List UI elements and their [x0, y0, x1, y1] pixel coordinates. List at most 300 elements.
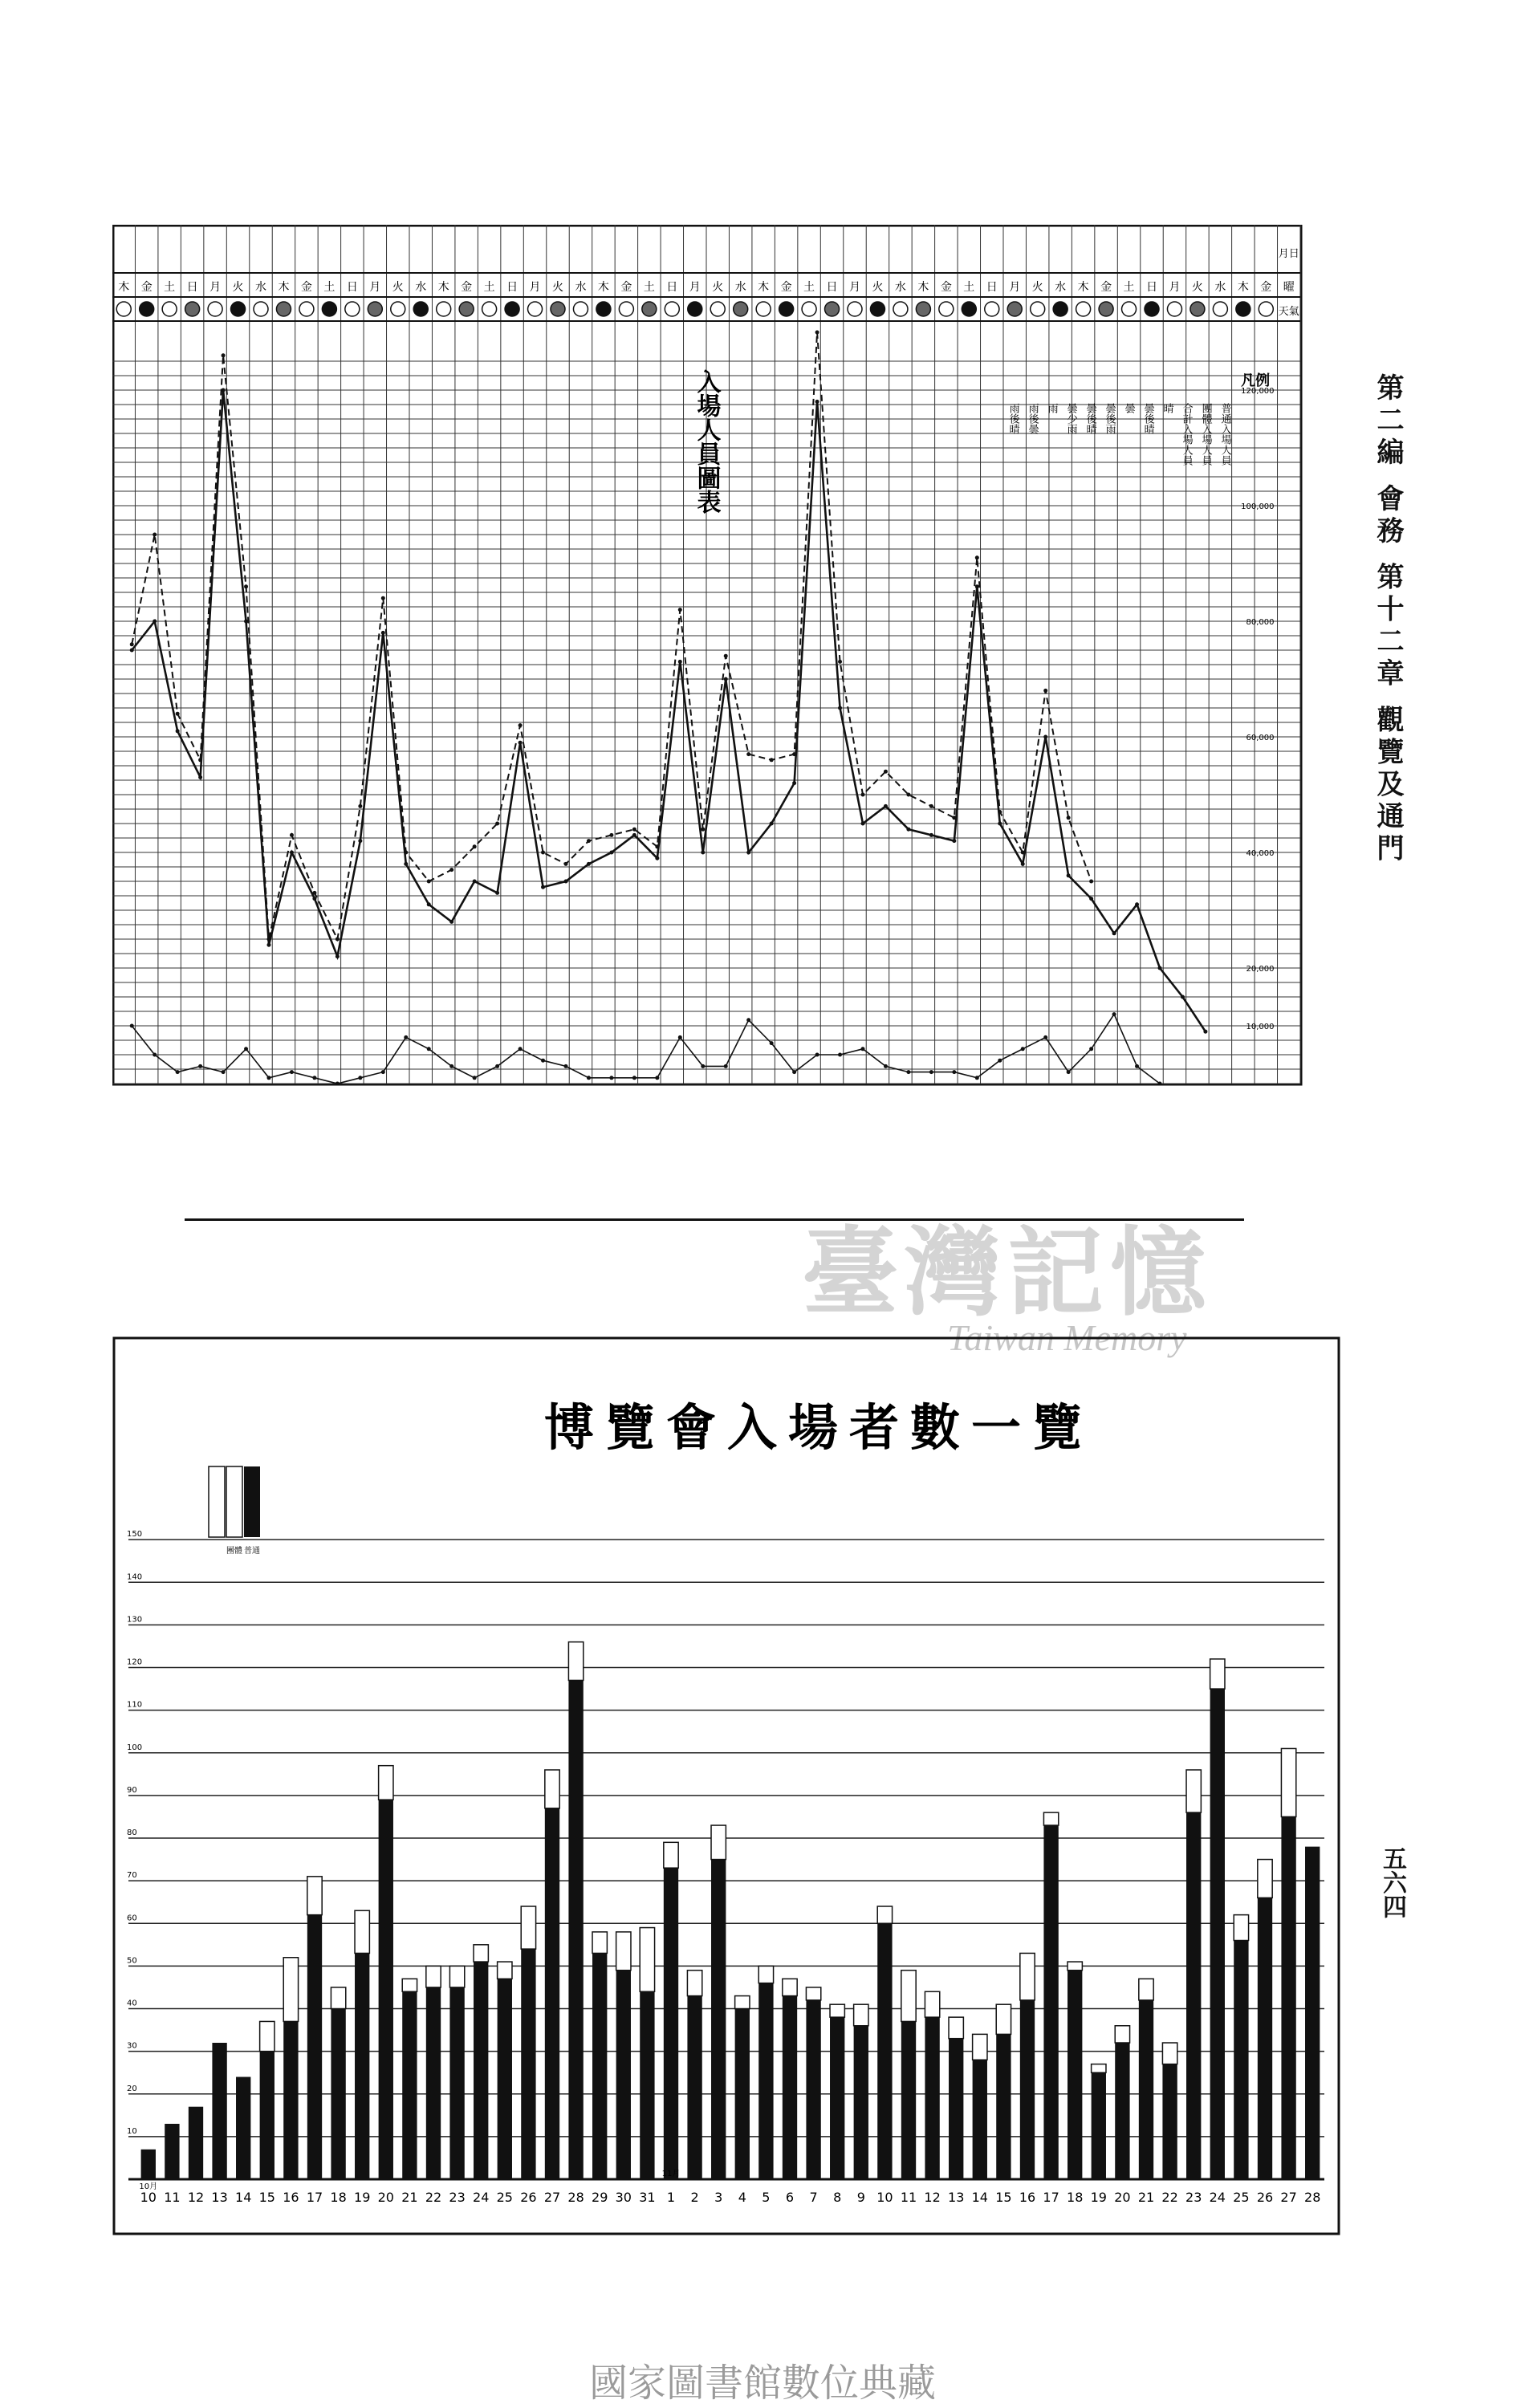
attendance-line-chart: [112, 225, 1340, 1092]
weather-symbol: [1007, 302, 1022, 316]
weather-symbol: [1236, 302, 1250, 316]
series-point: [564, 1064, 568, 1068]
weather-symbol: [459, 302, 474, 316]
series-point: [176, 729, 180, 733]
series-point: [290, 1070, 294, 1074]
weather-symbol: [688, 302, 702, 316]
series-point: [176, 712, 180, 716]
series-point: [290, 851, 294, 855]
legend-entry: 晴: [1161, 403, 1173, 413]
weather-symbol: [1122, 302, 1137, 316]
bar-group: [758, 1966, 773, 1983]
bar-regular: [236, 2077, 250, 2180]
header-weekday-cell: 日: [346, 281, 358, 294]
footer-archive-label: 國家圖書館數位典藏: [588, 2361, 936, 2406]
weather-symbol: [140, 302, 154, 316]
weather-symbol: [893, 302, 908, 316]
series-point: [1135, 902, 1139, 906]
x-tick-label: 8: [833, 2190, 842, 2205]
series-point: [495, 891, 499, 895]
bar-regular: [1210, 1689, 1225, 2179]
y-tick-label: 20: [127, 2084, 137, 2093]
header-weekday-cell: 日: [826, 281, 838, 294]
series-point: [198, 1064, 202, 1068]
legend-label-regular: 普通: [244, 1547, 260, 1556]
series-point: [587, 1076, 591, 1080]
series-point: [724, 1064, 728, 1068]
legend-label-group: 團體: [226, 1547, 242, 1556]
x-tick-label: 20: [1114, 2190, 1131, 2205]
weather-symbol: [573, 302, 588, 316]
header-weekday-cell: 木: [917, 281, 929, 294]
series-point: [1181, 995, 1185, 999]
x-tick-label: 13: [948, 2190, 965, 2205]
bar-group: [925, 1991, 939, 2017]
bar-group: [711, 1825, 726, 1860]
bar-regular: [212, 2043, 226, 2179]
header-weekday-cell: 日: [186, 281, 198, 294]
page-number: 五六四: [1378, 1846, 1406, 1918]
weather-symbol: [299, 302, 314, 316]
series-point: [906, 828, 910, 832]
y-tick-label: 80,000: [1246, 618, 1275, 627]
series-point: [312, 897, 316, 901]
x-tick-label: 26: [520, 2190, 537, 2205]
series-point: [1021, 1047, 1025, 1051]
series-point: [1067, 816, 1071, 820]
bar-regular: [854, 2026, 868, 2179]
watermark-logo-cn: 臺灣記憶: [802, 1216, 1213, 1329]
weather-symbol: [368, 302, 382, 316]
bar-regular: [307, 1915, 322, 2179]
y-tick-label: 20,000: [1246, 965, 1275, 974]
series-point: [587, 839, 591, 843]
watermark-logo-en: Taiwan Memory: [947, 1317, 1187, 1358]
y-tick-label: 70: [127, 1871, 137, 1881]
series-point: [975, 584, 979, 588]
y-tick-label: 10: [127, 2126, 137, 2136]
x-tick-label: 19: [354, 2190, 371, 2205]
header-label-month-day: 月日: [1278, 248, 1299, 260]
bar-regular: [331, 2009, 345, 2180]
weather-symbol: [505, 302, 519, 316]
weather-symbol: [596, 302, 611, 316]
header-weekday-cell: 土: [483, 281, 495, 294]
weather-symbol: [1259, 302, 1273, 316]
bar-group: [949, 2017, 963, 2039]
legend-entry: 曇後晴: [1084, 403, 1096, 434]
bar-regular: [758, 1983, 773, 2179]
bar-group: [877, 1906, 892, 1923]
header-weekday-cell: 木: [278, 281, 290, 294]
weather-symbol: [734, 302, 748, 316]
x-tick-label: 27: [1280, 2190, 1297, 2205]
bar-group: [1210, 1659, 1225, 1689]
weather-symbol: [619, 302, 633, 316]
weather-symbol: [962, 302, 976, 316]
weather-symbol: [642, 302, 657, 316]
series-point: [678, 660, 682, 664]
series-point: [632, 1076, 636, 1080]
series-point: [1158, 1082, 1162, 1086]
legend-entry: 雨後晴: [1007, 403, 1019, 434]
weather-symbol: [528, 302, 543, 316]
series-point: [998, 822, 1002, 826]
bar-regular: [1258, 1898, 1272, 2179]
x-tick-label: 17: [306, 2190, 323, 2205]
legend-entry: 曇: [1122, 403, 1135, 413]
bar-regular: [426, 1987, 441, 2179]
weather-symbol: [185, 302, 200, 316]
bar-regular: [1139, 2000, 1153, 2179]
x-tick-label: 20: [377, 2190, 394, 2205]
series-point: [770, 1041, 774, 1045]
series-point: [336, 1082, 340, 1086]
weather-symbol: [985, 302, 999, 316]
x-tick-label: 21: [401, 2190, 418, 2205]
x-tick-label: 5: [762, 2190, 771, 2205]
header-weekday-cell: 金: [940, 281, 952, 294]
series-point: [655, 1076, 659, 1080]
bar-regular: [592, 1953, 607, 2179]
bar-group: [1043, 1812, 1058, 1825]
series-point: [724, 677, 728, 681]
weather-symbol: [551, 302, 565, 316]
series-point: [473, 1076, 477, 1080]
y-tick-label: 40,000: [1246, 849, 1275, 858]
weather-symbol: [1076, 302, 1091, 316]
series-point: [701, 828, 705, 832]
header-weekday-cell: 水: [1214, 281, 1226, 294]
series-point: [541, 851, 545, 855]
month-label: 10月: [139, 2182, 158, 2191]
weather-symbol: [1213, 302, 1227, 316]
chapter-side-caption: 第二編 會務 第十二章 觀覽及通門: [1372, 373, 1404, 866]
series-point: [358, 804, 362, 808]
bar-regular: [1068, 1971, 1082, 2179]
y-tick-label: 50: [127, 1956, 137, 1966]
series-point: [152, 1053, 157, 1057]
weather-symbol: [870, 302, 885, 316]
series-point: [746, 752, 750, 756]
series-point: [632, 833, 636, 837]
header-weekday-cell: 土: [164, 281, 176, 294]
header-weekday-cell: 木: [437, 281, 449, 294]
bar-regular: [640, 1991, 654, 2179]
series-point: [655, 856, 659, 860]
x-tick-label: 28: [567, 2190, 584, 2205]
weather-symbol: [276, 302, 291, 316]
bar-regular: [973, 2060, 987, 2179]
header-weekday-cell: 月: [689, 281, 701, 294]
x-tick-label: 17: [1043, 2190, 1059, 2205]
header-weekday-cell: 日: [506, 281, 518, 294]
bar-regular: [1020, 2000, 1035, 2179]
weather-symbol: [1167, 302, 1181, 316]
x-tick-label: 1: [666, 2190, 676, 2205]
series-point: [861, 822, 865, 826]
x-tick-label: 6: [785, 2190, 795, 2205]
header-weekday-cell: 火: [1191, 281, 1203, 294]
legend-entry: 曇後晴: [1141, 403, 1154, 434]
x-tick-label: 10: [876, 2190, 893, 2205]
x-tick-label: 25: [1233, 2190, 1250, 2205]
bar-regular: [1162, 2064, 1177, 2179]
series-point: [290, 833, 294, 837]
series-point: [884, 1064, 888, 1068]
bar-regular: [616, 1971, 631, 2179]
series-point: [724, 654, 728, 658]
series-point: [952, 839, 956, 843]
bar-regular: [283, 2021, 298, 2179]
bar-group: [640, 1928, 654, 1992]
y-tick-label: 150: [127, 1530, 143, 1540]
header-weekday-cell: 日: [986, 281, 998, 294]
header-weekday-cell: 金: [300, 281, 312, 294]
series-point: [449, 920, 453, 924]
series-point: [495, 822, 499, 826]
series-point: [449, 868, 453, 872]
bar-regular: [402, 1991, 417, 2179]
weather-symbol: [710, 302, 725, 316]
x-tick-label: 22: [425, 2190, 442, 2205]
series-point: [541, 1059, 545, 1063]
series-point: [701, 851, 705, 855]
bar-group: [783, 1979, 797, 1995]
weather-symbol: [1031, 302, 1045, 316]
series-point: [792, 781, 796, 785]
line-chart-frame: [113, 226, 1301, 1084]
series-point: [815, 1053, 819, 1057]
legend-entry: 曇少雨: [1064, 403, 1077, 434]
series-point: [541, 885, 545, 889]
bar-regular: [498, 1979, 512, 2179]
bar-regular: [830, 2017, 844, 2179]
x-tick-label: 24: [473, 2190, 490, 2205]
x-tick-label: 15: [995, 2190, 1012, 2205]
bar-regular: [1115, 2043, 1129, 2179]
bar-group: [854, 2004, 868, 2026]
y-tick-label: 120,000: [1241, 387, 1275, 396]
bar-group: [735, 1996, 750, 2009]
series-point: [518, 1047, 523, 1051]
series-point: [312, 1076, 316, 1080]
bar-regular: [1281, 1816, 1295, 2179]
x-tick-label: 9: [856, 2190, 865, 2205]
weather-symbol: [779, 302, 794, 316]
series-point: [609, 1076, 613, 1080]
bar-regular: [545, 1808, 559, 2179]
x-tick-label: 28: [1304, 2190, 1321, 2205]
series-point: [1203, 1030, 1207, 1034]
header-weekday-cell: 金: [1100, 281, 1112, 294]
series-point: [518, 741, 523, 745]
series-point: [244, 584, 248, 588]
weather-symbol: [254, 302, 268, 316]
x-tick-label: 10: [140, 2190, 157, 2205]
header-weekday-cell: 土: [1123, 281, 1135, 294]
header-weekday-cell: 水: [734, 281, 746, 294]
bar-regular: [925, 2017, 939, 2179]
y-tick-label: 120: [127, 1658, 143, 1667]
series-point: [427, 902, 431, 906]
weather-symbol: [848, 302, 862, 316]
header-weekday-cell: 火: [712, 281, 724, 294]
bar-group: [806, 1987, 820, 2000]
series-point: [1135, 1064, 1139, 1068]
x-tick-label: 11: [900, 2190, 917, 2205]
series-point: [427, 1047, 431, 1051]
bar-regular: [521, 1949, 535, 2179]
bar-group: [901, 1971, 916, 2022]
header-weekday-cell: 月: [849, 281, 860, 294]
x-tick-label: 16: [1019, 2190, 1036, 2205]
series-point: [861, 793, 865, 797]
y-tick-label: 140: [127, 1572, 143, 1582]
bar-regular: [449, 1987, 464, 2179]
bar-regular: [1305, 1847, 1320, 2179]
series-point: [1043, 689, 1047, 693]
bar-group: [1186, 1770, 1201, 1812]
bar-regular: [687, 1996, 702, 2179]
series-point: [906, 1070, 910, 1074]
weather-symbol: [116, 302, 131, 316]
bar-group: [1234, 1915, 1248, 1941]
bar-regular: [806, 2000, 820, 2179]
weather-symbol: [482, 302, 497, 316]
weather-symbol: [802, 302, 816, 316]
bar-regular: [996, 2034, 1011, 2179]
series-point: [678, 608, 682, 612]
series-point: [244, 1047, 248, 1051]
series-point: [381, 1070, 385, 1074]
x-tick-label: 14: [235, 2190, 252, 2205]
x-tick-label: 4: [738, 2190, 746, 2205]
series-point: [267, 1076, 271, 1080]
x-tick-label: 18: [1067, 2190, 1084, 2205]
bar-group: [1020, 1953, 1035, 1999]
x-tick-label: 23: [449, 2190, 466, 2205]
x-tick-label: 3: [714, 2190, 723, 2205]
series-point: [564, 880, 568, 884]
series-point: [564, 862, 568, 866]
weather-symbol: [1099, 302, 1113, 316]
series-point: [381, 631, 385, 635]
series-point: [495, 1064, 499, 1068]
weather-symbol: [939, 302, 954, 316]
series-point: [358, 839, 362, 843]
bar-group: [996, 2004, 1011, 2034]
bar-group: [973, 2034, 987, 2060]
bar-group: [402, 1979, 417, 1991]
series-point: [884, 770, 888, 774]
y-tick-label: 100: [127, 1743, 143, 1752]
series-point: [998, 1059, 1002, 1063]
series-point: [1089, 1047, 1093, 1051]
bar-group: [664, 1842, 678, 1868]
weather-symbol: [413, 302, 428, 316]
weather-symbol: [1053, 302, 1068, 316]
y-tick-label: 60: [127, 1914, 137, 1923]
series-point: [518, 723, 523, 727]
x-tick-label: 13: [211, 2190, 228, 2205]
bar-group: [498, 1962, 512, 1979]
series-point: [609, 851, 613, 855]
y-tick-label: 110: [127, 1700, 143, 1710]
header-weekday-cell: 土: [323, 281, 336, 294]
bar-chart-legend: [209, 1466, 260, 1556]
bar-regular: [355, 1953, 369, 2179]
series-point: [176, 1070, 180, 1074]
weather-symbol: [345, 302, 360, 316]
bar-group: [616, 1932, 631, 1971]
series-point: [404, 1035, 408, 1039]
bar-group: [830, 2004, 844, 2017]
header-weekday-cell: 木: [597, 281, 609, 294]
x-tick-label: 12: [924, 2190, 941, 2205]
series-point: [815, 331, 819, 335]
weather-symbol: [1190, 302, 1205, 316]
bar-group: [474, 1945, 488, 1962]
bar-regular: [1092, 2072, 1106, 2179]
x-tick-label: 21: [1137, 2190, 1155, 2205]
x-tick-label: 24: [1209, 2190, 1226, 2205]
bar-group: [307, 1877, 322, 1915]
series-point: [198, 775, 202, 779]
attendance-bar-chart: [112, 1336, 1340, 2235]
series-point: [770, 758, 774, 762]
weather-symbol: [208, 302, 222, 316]
header-weekday-cell: 水: [575, 281, 587, 294]
header-label-weekday: 曜: [1283, 281, 1295, 294]
series-point: [609, 833, 613, 837]
weather-symbol: [231, 302, 246, 316]
series-point: [244, 620, 248, 624]
header-weekday-cell: 月: [1009, 281, 1021, 294]
header-weekday-cell: 木: [1077, 281, 1089, 294]
series-point: [678, 1035, 682, 1039]
header-weekday-cell: 金: [780, 281, 792, 294]
weather-symbol: [665, 302, 679, 316]
series-point: [1067, 873, 1071, 877]
weather-symbol: [825, 302, 840, 316]
bar-group: [379, 1766, 393, 1800]
legend-entry: 團體入場人員: [1199, 403, 1212, 466]
legend-entry: 雨後曇: [1026, 403, 1039, 434]
series-point: [152, 620, 157, 624]
x-tick-label: 27: [543, 2190, 561, 2205]
bar-group: [1092, 2064, 1106, 2073]
series-point: [1043, 735, 1047, 739]
x-tick-label: 19: [1090, 2190, 1107, 2205]
legend-entry: 曇後雨: [1103, 403, 1116, 434]
bar-regular: [664, 1868, 678, 2179]
header-label-weather: 天氣: [1278, 306, 1299, 318]
x-tick-label: 31: [639, 2190, 656, 2205]
series-point: [975, 555, 979, 559]
bar-regular: [568, 1680, 583, 2179]
bar-group: [1258, 1860, 1272, 1898]
bar-chart-title: 博覽會入場者數一覽: [543, 1398, 1094, 1457]
series-point: [267, 943, 271, 947]
x-tick-label: 12: [187, 2190, 205, 2205]
y-tick-label: 130: [127, 1615, 143, 1625]
y-tick-label: 30: [127, 2041, 137, 2051]
header-weekday-cell: 水: [894, 281, 906, 294]
header-weekday-cell: 木: [1237, 281, 1249, 294]
series-point: [746, 851, 750, 855]
x-tick-label: 14: [971, 2190, 988, 2205]
